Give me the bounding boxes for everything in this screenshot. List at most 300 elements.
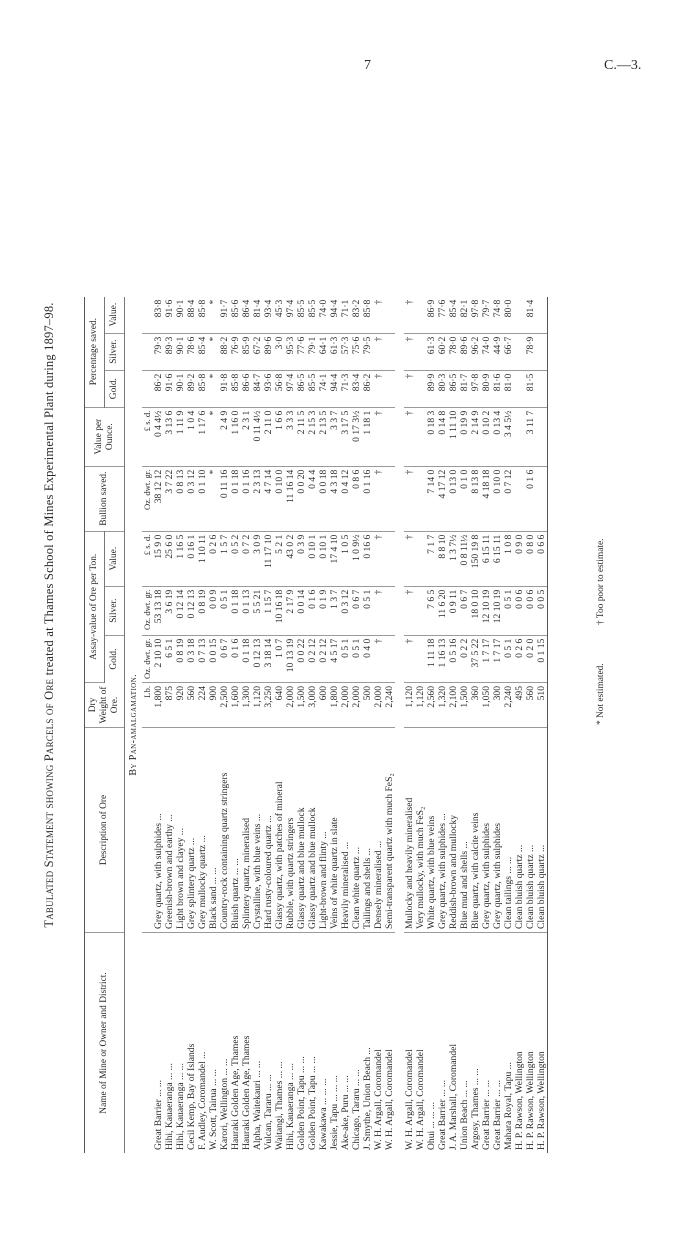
cell-bullion: 0 11 16 — [219, 466, 230, 531]
cell-pv: 71·1 — [340, 297, 351, 334]
cell-pg: 97·4 — [285, 370, 296, 407]
table-row — [351, 297, 362, 1153]
cell-vpo: 0 13 4 — [492, 407, 503, 466]
cell-pv: 94·4 — [329, 297, 340, 334]
cell-pv: 45·3 — [274, 297, 285, 334]
cell-gold: 1 7 17 — [481, 635, 492, 682]
section-row — [125, 297, 143, 1153]
cell-gold: 6 5 1 — [164, 635, 175, 682]
cell-ps: † — [373, 333, 384, 370]
cell-bullion: 0 10 0 — [492, 466, 503, 531]
cell-bullion: † — [404, 466, 415, 531]
cell-name: J. A. Marshall, Coromandel — [448, 1043, 459, 1150]
table-row — [415, 297, 426, 1153]
cell-silver: 0 3 12 — [340, 586, 351, 635]
cell-wt: 1,800 — [153, 683, 164, 728]
cell-gold: 0 2 0 — [525, 635, 536, 682]
cell-name: Karori, Wellington ... ... — [219, 1058, 230, 1150]
cell-wt: 600 — [318, 683, 329, 728]
table-row — [384, 297, 395, 1153]
title-prefix: Tabulated Statement showing Parcels of Ore — [42, 678, 56, 928]
cell-ps: 66·7 — [503, 333, 514, 370]
cell-vpo: 3 11 7 — [525, 407, 536, 466]
cell-gold: 0 7 13 — [197, 635, 208, 682]
cell-desc: Clean white quartz ... — [351, 728, 362, 933]
cell-name: W. H. Argall, Coromandel — [415, 1049, 426, 1150]
cell-ps: 78·9 — [525, 333, 536, 370]
header-percentage: Percentage saved. — [85, 297, 105, 408]
cell-bullion: 0 7 12 — [503, 466, 514, 531]
header-gold: Gold. — [105, 635, 125, 682]
cell-desc: White quartz, with blue veins — [426, 728, 437, 933]
cell-wt: 1,800 — [329, 683, 340, 728]
cell-desc: Bluish quartz ... ... — [230, 728, 241, 933]
cell-name: Alpha, Waitekauri ... ... — [252, 1060, 263, 1150]
cell-desc: Crystalline, with blue veins ... — [252, 728, 263, 933]
cell-silver: 0 0 5 — [536, 586, 548, 635]
cell-pg — [514, 370, 525, 407]
cell-wt: 495 — [514, 683, 525, 728]
cell-bullion: 0 0 20 — [296, 466, 307, 531]
cell-silver: 11 6 20 — [437, 586, 448, 635]
cell-bullion: 4 3 18 — [329, 466, 340, 531]
cell-silver: 53 13 18 — [153, 586, 164, 635]
cell-bullion — [384, 466, 395, 531]
cell-silver: 10 16 18 — [274, 586, 285, 635]
cell-wt: 2,240 — [384, 683, 395, 728]
cell-gold: 0 2 12 — [318, 635, 329, 682]
cell-value — [415, 531, 426, 586]
cell-name: H. P. Rawson, Wellington — [536, 933, 548, 1154]
cell-bullion: 2 3 13 — [252, 466, 263, 531]
cell-ps: 3·0 — [274, 333, 285, 370]
cell-gold: 3 18 14 — [263, 635, 274, 682]
cell-desc: Clean bluish quartz ... — [525, 728, 536, 933]
cell-desc: Reddish-brown and mullocky — [448, 728, 459, 933]
cell-wt: 3,250 — [263, 683, 274, 728]
cell-pg: 56·8 — [274, 370, 285, 407]
cell-vpo: 1 16 0 — [230, 407, 241, 466]
cell-pv: † — [373, 297, 384, 334]
cell-silver: 0 12 14 — [175, 586, 186, 635]
cell-silver: 0 0 6 — [514, 586, 525, 635]
cell-vpo: 3 13 6 — [164, 407, 175, 466]
cell-silver: † — [404, 586, 415, 635]
cell-ps: 57·3 — [340, 333, 351, 370]
cell-wt: 1,500 — [459, 683, 470, 728]
table-row — [175, 297, 186, 1153]
ore-table — [84, 297, 548, 1153]
unit-bullion: Oz. dwt. gr. — [142, 466, 153, 531]
cell-vpo: 1 17 6 — [197, 407, 208, 466]
cell-pg: 80·3 — [437, 370, 448, 407]
table-row — [296, 297, 307, 1153]
cell-ps: 96·2 — [470, 333, 481, 370]
cell-gold: 0 2 12 — [307, 635, 318, 682]
cell-gold: 0 5 16 — [448, 635, 459, 682]
table-row — [525, 297, 536, 1153]
cell-vpo: 0 10 2 — [481, 407, 492, 466]
cell-pg: 97·8 — [470, 370, 481, 407]
cell-name: H. P. Rawson, Wellington — [525, 1051, 536, 1150]
cell-name: Vulcan, Tararu ... ... — [263, 1074, 274, 1150]
table-row — [153, 297, 164, 1153]
cell-pv — [415, 297, 426, 334]
cell-vpo: 1 11 10 — [448, 407, 459, 466]
header-pct-value: Value. — [105, 297, 125, 334]
header-pct-gold: Gold. — [105, 370, 125, 407]
cell-bullion: 0 4 12 — [340, 466, 351, 531]
cell-desc: Grey quartz, with sulphides ... — [153, 728, 164, 933]
cell-desc: Clean bluish quartz ... — [514, 728, 525, 933]
cell-bullion: 7 14 0 — [426, 466, 437, 531]
cell-pv: 85·5 — [296, 297, 307, 334]
cell-pg: 83·4 — [351, 370, 362, 407]
cell-ps: 85·9 — [241, 333, 252, 370]
cell-desc: Glassy quartz and blue mullock — [296, 728, 307, 933]
cell-name: Great Barrier ... ... — [481, 1079, 492, 1150]
cell-value: 3 0 9 — [252, 531, 263, 586]
cell-bullion: 3 7 22 — [164, 466, 175, 531]
cell-bullion: 38 12 12 — [153, 466, 164, 531]
cell-silver: 2 17 9 — [285, 586, 296, 635]
cell-vpo — [384, 407, 395, 466]
cell-gold: 0 5 1 — [503, 635, 514, 682]
cell-vpo — [536, 407, 548, 466]
cell-name: Hauraki Golden Age, Thames — [241, 1035, 252, 1150]
table-row — [274, 297, 285, 1153]
cell-vpo: 1 6 6 — [274, 407, 285, 466]
cell-wt: 1,120 — [415, 683, 426, 728]
cell-bullion — [536, 466, 548, 531]
cell-pv: 80·0 — [503, 297, 514, 334]
cell-gold: 0 1 6 — [230, 635, 241, 682]
cell-pg: 81·5 — [525, 370, 536, 407]
table-row — [470, 297, 481, 1153]
table-row — [340, 297, 351, 1153]
cell-gold: 0 4 0 — [362, 635, 373, 682]
cell-vpo: 3 3 7 — [329, 407, 340, 466]
cell-bullion — [415, 466, 426, 531]
cell-name: Great Barrier ... ... — [492, 1079, 503, 1150]
cell-silver — [384, 586, 395, 635]
cell-gold — [415, 635, 426, 682]
cell-wt: 2,500 — [219, 683, 230, 728]
cell-pg: 86·2 — [153, 370, 164, 407]
cell-vpo: 2 11 5 — [296, 407, 307, 466]
cell-pg: 86·5 — [296, 370, 307, 407]
cell-gold: 0 2 2 — [459, 635, 470, 682]
cell-gold: 0 12 13 — [252, 635, 263, 682]
cell-pv: 85·8 — [362, 297, 373, 334]
cell-value: 0 5 2 — [230, 531, 241, 586]
cell-name: Mahara Royal, Tapu ... — [503, 1062, 514, 1150]
table-row — [197, 297, 208, 1153]
cell-wt: 500 — [362, 683, 373, 728]
cell-gold: † — [373, 635, 384, 682]
cell-name: Ohui ... ... ... — [426, 1102, 437, 1150]
cell-wt: 2,000 — [285, 683, 296, 728]
cell-value: 0 3 9 — [296, 531, 307, 586]
cell-value: 7 1 7 — [426, 531, 437, 586]
cell-wt: 2,000 — [351, 683, 362, 728]
cell-desc: Grey quartz, with sulphides — [481, 728, 492, 933]
header-name: Name of Mine or Owner and District. — [85, 933, 125, 1154]
cell-wt: 1,120 — [404, 683, 415, 728]
table-row — [404, 297, 415, 1153]
table-row — [459, 297, 470, 1153]
cell-value: 15 9 0 — [153, 531, 164, 586]
cell-pg: 89·2 — [186, 370, 197, 407]
cell-value: 11 17 10 — [263, 531, 274, 586]
cell-ps: 85·4 — [197, 333, 208, 370]
cell-silver: 7 6 5 — [426, 586, 437, 635]
cell-pg: 86·2 — [362, 370, 373, 407]
table-row — [481, 297, 492, 1153]
cell-value: 1 10 11 — [197, 531, 208, 586]
cell-ps: 64·1 — [318, 333, 329, 370]
cell-silver: 0 12 13 — [186, 586, 197, 635]
cell-bullion: 0 1 0 — [459, 466, 470, 531]
table-row — [329, 297, 340, 1153]
table-title — [42, 55, 57, 1175]
cell-name: Ake-ake, Puru ... ... — [340, 1075, 351, 1150]
cell-value: 0 10 1 — [318, 531, 329, 586]
table-row — [437, 297, 448, 1153]
cell-ps: 76·9 — [230, 333, 241, 370]
cell-desc: Grey quartz, with sulphides — [492, 728, 503, 933]
cell-silver: 0 9 11 — [448, 586, 459, 635]
cell-value: 1 0 8 — [503, 531, 514, 586]
unit-weight: Lb. — [142, 683, 153, 728]
cell-pg: 91·6 — [164, 370, 175, 407]
cell-desc: Mullocky and heavily mineralised — [404, 728, 415, 933]
cell-desc: Very mullocky, with much FeS₂ — [415, 728, 426, 933]
cell-ps: † — [404, 333, 415, 370]
cell-silver: 0 0 14 — [296, 586, 307, 635]
cell-name: Golden Point, Tapu ... ... — [307, 1056, 318, 1150]
cell-wt: 640 — [274, 683, 285, 728]
cell-name: Hauraki Golden Age, Thames — [230, 1035, 241, 1150]
cell-desc: Grey quartz, with sulphides ... — [437, 728, 448, 933]
cell-pv: 85·6 — [230, 297, 241, 334]
cell-value — [384, 531, 395, 586]
cell-gold: 4 5 17 — [329, 635, 340, 682]
cell-name: W. H. Argall, Coromandel — [373, 1049, 384, 1150]
cell-pg: 91·8 — [219, 370, 230, 407]
table-row — [186, 297, 197, 1153]
cell-ps: 60·2 — [437, 333, 448, 370]
cell-pg: 86·5 — [448, 370, 459, 407]
cell-wt: 510 — [536, 683, 548, 728]
cell-vpo: 3 17 5 — [340, 407, 351, 466]
cell-ps: 88·2 — [219, 333, 230, 370]
units-row — [142, 297, 153, 1153]
cell-bullion: 0 1 10 — [197, 466, 208, 531]
cell-vpo: 1 18 1 — [362, 407, 373, 466]
table-row — [241, 297, 252, 1153]
cell-silver: 0 5 1 — [219, 586, 230, 635]
header-value: Value. — [105, 531, 125, 586]
cell-name: Chicago, Tararu ... ... — [351, 1069, 362, 1150]
cell-pv: 86·9 — [426, 297, 437, 334]
unit-value: £ s. d. — [142, 531, 153, 586]
cell-wt: 2,100 — [448, 683, 459, 728]
cell-pg: 86·6 — [241, 370, 252, 407]
cell-value: 0 16 1 — [186, 531, 197, 586]
cell-desc: Rubble, with quartz stringers — [285, 728, 296, 933]
cell-desc: Blue mud and shells ... — [459, 728, 470, 933]
cell-silver: 0 1 13 — [241, 586, 252, 635]
cell-desc: Veins of white quartz in slate — [329, 728, 340, 933]
cell-value: 0 8 0 — [525, 531, 536, 586]
cell-vpo — [415, 407, 426, 466]
cell-bullion: 0 1 16 — [362, 466, 373, 531]
cell-pv: 97·4 — [285, 297, 296, 334]
cell-value: 1 0 5 — [340, 531, 351, 586]
cell-gold: 0 1 15 — [536, 635, 548, 682]
cell-value: 0 9 0 — [514, 531, 525, 586]
cell-ps — [536, 333, 548, 370]
cell-ps — [415, 333, 426, 370]
cell-desc: Light-brown and flinty ... — [318, 728, 329, 933]
page-code: C.—3. — [604, 58, 642, 73]
cell-pg — [384, 370, 395, 407]
cell-gold: 1 0 7 — [274, 635, 285, 682]
cell-wt: 224 — [197, 683, 208, 728]
cell-wt: 1,500 — [296, 683, 307, 728]
cell-wt: 560 — [525, 683, 536, 728]
header-description: Description of Ore — [85, 728, 125, 933]
cell-pv: 81·4 — [252, 297, 263, 334]
cell-name: H. P. Rawson, Wellington — [514, 1051, 525, 1150]
cell-vpo: 0 17 3½ — [351, 407, 362, 466]
header-pct-silver: Silver. — [105, 333, 125, 370]
cell-vpo: 2 11 0 — [263, 407, 274, 466]
cell-name: Golden Point, Tapu ... ... — [296, 1056, 307, 1150]
cell-pv: 82·1 — [459, 297, 470, 334]
cell-vpo: † — [373, 407, 384, 466]
table-row — [362, 297, 373, 1153]
cell-pg — [536, 370, 548, 407]
cell-desc: Glassy quartz and blue mullock — [307, 728, 318, 933]
table-row — [285, 297, 296, 1153]
cell-pv — [514, 297, 525, 334]
cell-value: 6 15 11 — [481, 531, 492, 586]
table-row — [208, 297, 219, 1153]
cell-value: 43 0 2 — [285, 531, 296, 586]
cell-silver: 0 1 6 — [307, 586, 318, 635]
cell-pv: * — [208, 297, 219, 334]
cell-name: Hihi, Kauaeranga ... ... — [175, 1063, 186, 1150]
cell-silver: 5 5 21 — [252, 586, 263, 635]
header-bullion: Bullion saved. — [85, 466, 125, 531]
cell-bullion: 4 18 18 — [481, 466, 492, 531]
cell-ps: 95·3 — [285, 333, 296, 370]
cell-wt: 875 — [164, 683, 175, 728]
unit-gold: Oz. dwt. gr. — [142, 635, 153, 682]
cell-ps: 89·6 — [459, 333, 470, 370]
table-row — [252, 297, 263, 1153]
cell-pg: 80·9 — [481, 370, 492, 407]
cell-bullion: 0 13 0 — [448, 466, 459, 531]
cell-ps — [514, 333, 525, 370]
cell-silver: 0 0 9 — [208, 586, 219, 635]
cell-silver: † — [373, 586, 384, 635]
cell-wt: 1,300 — [241, 683, 252, 728]
cell-bullion: 0 0 18 — [318, 466, 329, 531]
cell-pv: 91·7 — [219, 297, 230, 334]
table-row — [307, 297, 318, 1153]
cell-wt: 2,240 — [503, 683, 514, 728]
cell-ps: 79·1 — [307, 333, 318, 370]
cell-pv: 93·4 — [263, 297, 274, 334]
cell-ps: 89·3 — [164, 333, 175, 370]
cell-pv: 77·6 — [437, 297, 448, 334]
cell-desc: Black sand ... ... — [208, 728, 219, 933]
table-row — [373, 297, 384, 1153]
header-value-per-ounce: Value per Ounce. — [85, 407, 125, 466]
cell-wt: 2,000 — [373, 683, 384, 728]
cell-pg: 81·6 — [492, 370, 503, 407]
cell-wt: 1,600 — [230, 683, 241, 728]
cell-value: 1 16 5 — [175, 531, 186, 586]
cell-name: Cecil Kemp, Bay of Islands — [186, 1043, 197, 1150]
cell-ps: 78·6 — [186, 333, 197, 370]
cell-pg: 81·0 — [503, 370, 514, 407]
table-body — [125, 297, 548, 1153]
cell-bullion — [514, 466, 525, 531]
cell-vpo: 2 4 9 — [219, 407, 230, 466]
cell-pv: 86·4 — [241, 297, 252, 334]
cell-pv: 88·4 — [186, 297, 197, 334]
cell-desc: Greenish-brown and earthy ... — [164, 728, 175, 933]
cell-name: Union Beach ... ... — [459, 1080, 470, 1150]
cell-silver: 0 1 9 — [318, 586, 329, 635]
cell-ps: 44·9 — [492, 333, 503, 370]
cell-desc: Light brown and clayey ... — [175, 728, 186, 933]
cell-wt: 900 — [208, 683, 219, 728]
cell-desc: Tailings and shells ... — [362, 728, 373, 933]
cell-pv: 74·8 — [492, 297, 503, 334]
cell-vpo: 2 14 9 — [470, 407, 481, 466]
cell-desc: Clean bluish quartz ... — [536, 728, 548, 933]
table-row — [164, 297, 175, 1153]
cell-value: † — [404, 531, 415, 586]
cell-name: Kawakawa ... ... ... — [318, 1078, 329, 1150]
cell-ps: 67·2 — [252, 333, 263, 370]
cell-value: 17 4 10 — [329, 531, 340, 586]
cell-wt: 2,560 — [426, 683, 437, 728]
cell-gold: 0 2 6 — [514, 635, 525, 682]
table-row — [492, 297, 503, 1153]
cell-pg: † — [373, 370, 384, 407]
cell-pv — [384, 297, 395, 334]
cell-value: 5 2 1 — [274, 531, 285, 586]
cell-value: 6 15 11 — [492, 531, 503, 586]
cell-ps: 78·0 — [448, 333, 459, 370]
cell-bullion: 0 4 4 — [307, 466, 318, 531]
cell-pg — [415, 370, 426, 407]
cell-silver: 0 8 19 — [197, 586, 208, 635]
cell-desc: Blue quartz, with calcite veins — [470, 728, 481, 933]
cell-value: 8 8 10 — [437, 531, 448, 586]
cell-bullion: 0 8 6 — [351, 466, 362, 531]
cell-vpo: * — [208, 407, 219, 466]
cell-gold: 0 6 7 — [219, 635, 230, 682]
table-row — [263, 297, 274, 1153]
cell-silver: 12 10 19 — [481, 586, 492, 635]
